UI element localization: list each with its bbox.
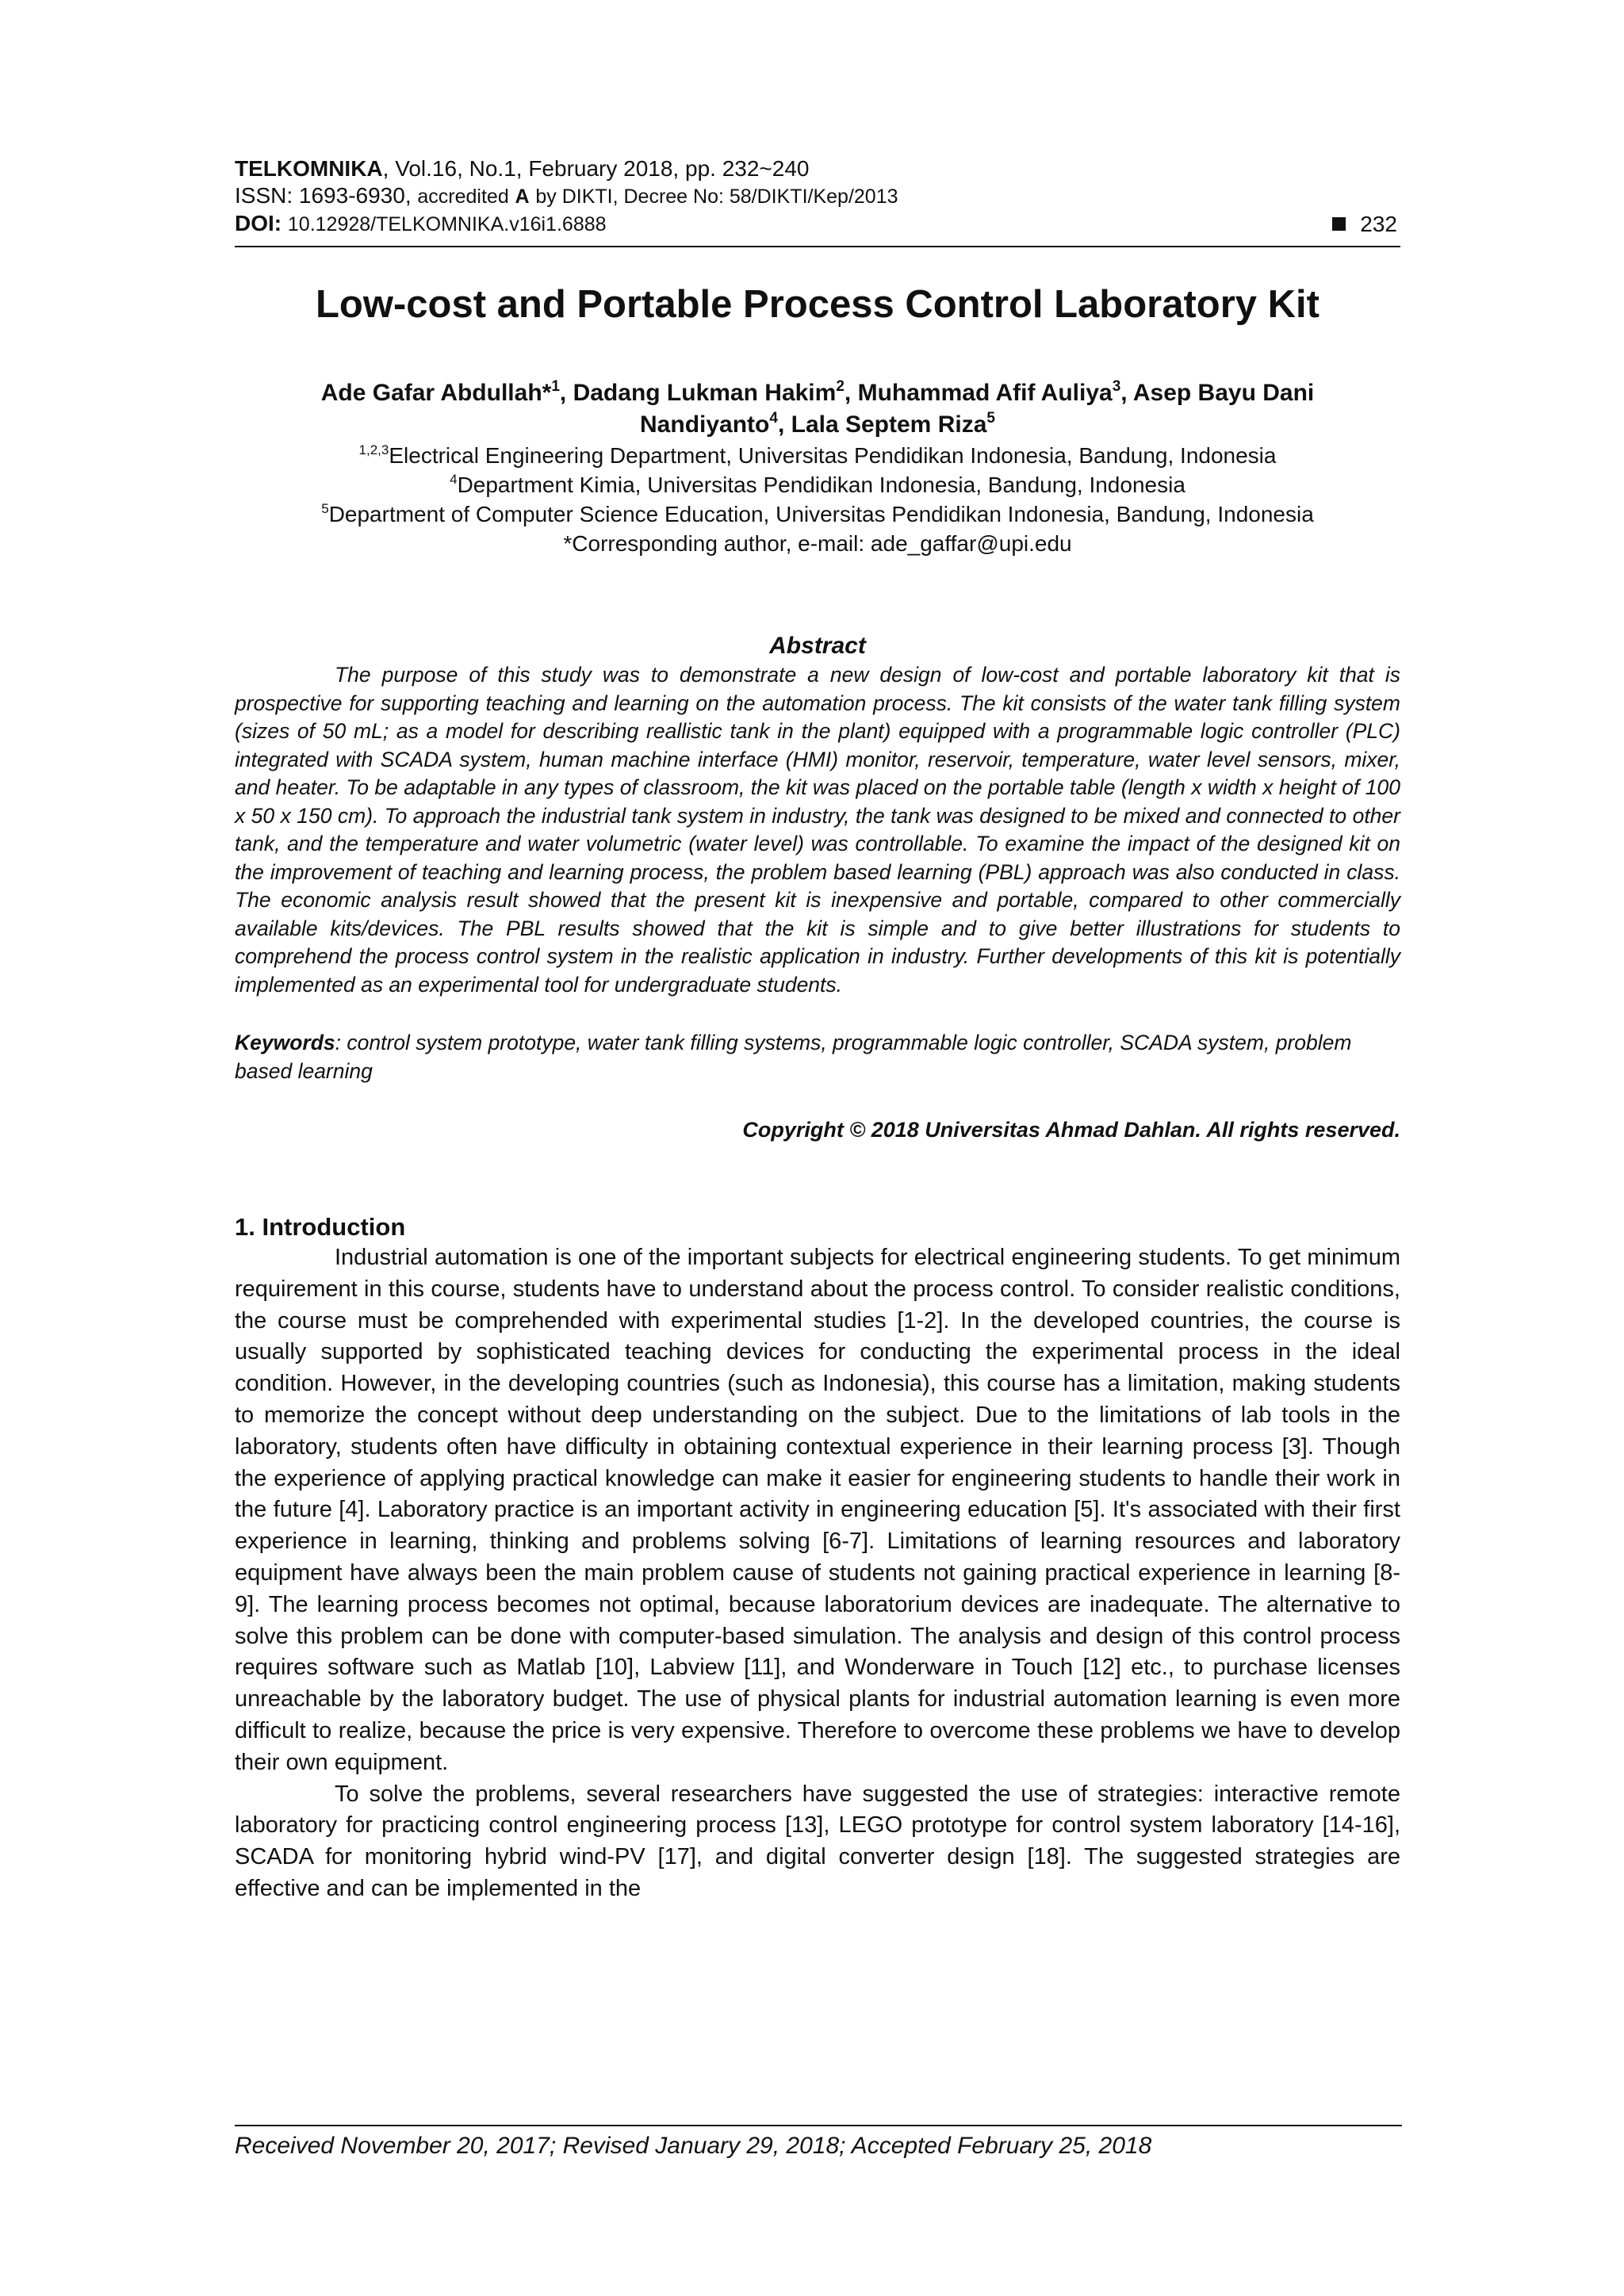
keywords-label: Keywords bbox=[235, 1031, 335, 1054]
author-list: Ade Gafar Abdullah*$^1$, Dadang Lukman Hakim$^2$, Muhammad Afif Auliya$^3$, Asep Bayu Dani Nandiyanto$^4$, Lala Septem Riza$^5$ bbox=[320, 378, 1315, 438]
abstract-heading: Abstract bbox=[769, 633, 866, 659]
author-name: Ade Gafar Abdullah* bbox=[320, 380, 552, 406]
accredited-label: accredited bbox=[417, 186, 509, 208]
abstract-body: The purpose of this study was to demonstrate a new design of low-cost and portable laboratory kit that is prospective for supporting teaching and learning on the automation process. The kit consists of the water tank filling system (sizes of 50 mL; as a model for describing reallistic tank in the plant) equipped with a programmable logic controller (PLC) integrated with SCADA system, human machine interface (HMI) monitor, reservoir, temperature, water level sensors, mixer, and heater. To be adaptable in any types of classroom, the kit was placed on the portable table (length x width x height of 100 x 50 x 150 cm). To approach the industrial tank system in industry, the tank was designed to be mixed and connected to other tank, and the temperature and water volumetric (water level) was controllable. To examine the impact of the designed kit on the improvement of teaching and learning process, the problem based learning (PBL) approach was also conducted in class. The economic analysis result showed that the present kit is inexpensive and portable, compared to other commercially available kits/devices. The PBL results showed that the kit is simple and to give better illustrations for students to comprehend the process control system in the realistic application in industry. Further developments of this kit is potentially implemented as an experimental tool for undergraduate students. bbox=[235, 663, 1400, 997]
affiliation-sup: 1,2,3 bbox=[358, 442, 389, 457]
author-name: Asep Bayu Dani Nandiyanto bbox=[640, 380, 1315, 438]
page-footer bbox=[235, 2125, 1402, 2161]
body-paragraph: To solve the problems, several researchers have suggested the use of strategies: interactive remote laboratory for practicing control engineering process [13], LEGO prototype for control system laboratory [14-16], SCADA for monitoring hybrid wind-PV [17], and digital converter design [18]. The suggested strategies are effective and can be implemented in the bbox=[235, 1781, 1400, 1901]
affiliation-text: Department Kimia, Universitas Pendidikan Indonesia, Bandung, Indonesia bbox=[457, 473, 1185, 497]
header-divider bbox=[235, 246, 1400, 247]
doi-line bbox=[235, 210, 1400, 238]
affiliation-text: Department of Computer Science Education, Universitas Pendidikan Indonesia, Bandung, Indonesia bbox=[328, 502, 1314, 526]
corresponding-author: *Corresponding author, e-mail: ade_gaffar@upi.edu bbox=[563, 531, 1072, 556]
keywords-text: : control system prototype, water tank filling systems, programmable logic controller, SCADA system, problem based learning bbox=[235, 1031, 1352, 1083]
copyright-notice: Copyright © 2018 Universitas Ahmad Dahlan. All rights reserved. bbox=[742, 1118, 1400, 1142]
paper-page bbox=[235, 155, 1400, 1905]
running-header bbox=[235, 155, 1400, 247]
affiliation bbox=[235, 441, 1400, 470]
page-number: 232 bbox=[1360, 211, 1397, 236]
keywords bbox=[235, 1029, 1400, 1085]
affiliation-sup: 4 bbox=[450, 472, 458, 487]
journal-name: TELKOMNIKA bbox=[235, 156, 383, 181]
author-sup: 5 bbox=[986, 410, 995, 427]
footer-divider bbox=[235, 2125, 1402, 2126]
issn-line bbox=[235, 182, 1400, 210]
journal-line bbox=[235, 155, 1400, 182]
author-sup: 2 bbox=[836, 378, 845, 395]
body-paragraph: Industrial automation is one of the important subjects for electrical engineering students. To get minimum requirement in this course, students have to understand about the process control. To consider realistic conditions, the course must be comprehended with experimental studies [1-2]. In the developed countries, the course is usually supported by sophisticated teaching devices for conducting the experimental process in the ideal condition. However, in the developing countries (such as Indonesia), this course has a limitation, making students to memorize the concept without deep understanding on the subject. Due to the limitations of lab tools in the laboratory, students often have difficulty in obtaining contextual experience in their learning process [3]. Though the experience of applying practical knowledge can make it easier for engineering students to handle their work in the future [4]. Laboratory practice is an important activity in engineering education [5]. It's associated with their first experience in learning, thinking and problems solving [6-7]. Limitations of learning resources and laboratory equipment have always been the main problem cause of students not gaining practical experience in learning [8-9]. The learning process becomes not optimal, because laboratorium devices are inadequate. The alternative to solve this problem can be done with computer-based simulation. The analysis and design of this control process requires software such as Matlab [10], Labview [11], and Wonderware in Touch [12] etc., to purchase licenses unreachable by the laboratory budget. The use of physical plants for industrial automation learning is even more difficult to realize, because the price is very expensive. Therefore to overcome these problems we have to develop their own equipment. bbox=[235, 1245, 1400, 1775]
doi-label: DOI: bbox=[235, 211, 282, 235]
author-sup: 4 bbox=[769, 410, 778, 427]
accredited-grade: A bbox=[515, 186, 530, 208]
page-number-block bbox=[1332, 211, 1400, 238]
volume-info: , Vol.16, No.1, February 2018, pp. 232~240 bbox=[382, 156, 810, 181]
affiliation-sup: 5 bbox=[321, 501, 329, 516]
author-name: Dadang Lukman Hakim bbox=[573, 380, 837, 406]
accredited-rest: by DIKTI, Decree No: 58/DIKTI/Kep/2013 bbox=[535, 186, 898, 208]
doi-link[interactable]: 10.12928/TELKOMNIKA.v16i1.6888 bbox=[287, 213, 607, 235]
square-bullet-icon bbox=[1332, 217, 1346, 231]
author-name: Lala Septem Riza bbox=[791, 411, 987, 438]
author-sup: 3 bbox=[1112, 378, 1121, 395]
author-name: Muhammad Afif Auliya bbox=[857, 380, 1113, 406]
author-sup: 1 bbox=[551, 378, 560, 395]
submission-dates: Received November 20, 2017; Revised January 29, 2018; Accepted February 25, 2018 bbox=[235, 2133, 1152, 2159]
affiliation bbox=[235, 470, 1400, 499]
section-heading: 1. Introduction bbox=[235, 1213, 406, 1241]
paper-title: Low-cost and Portable Process Control Laboratory Kit bbox=[315, 283, 1320, 326]
affiliation-text: Electrical Engineering Department, Universitas Pendidikan Indonesia, Bandung, Indonesia bbox=[389, 443, 1277, 468]
affiliation bbox=[235, 499, 1400, 529]
issn: ISSN: 1693-6930, bbox=[235, 183, 412, 208]
